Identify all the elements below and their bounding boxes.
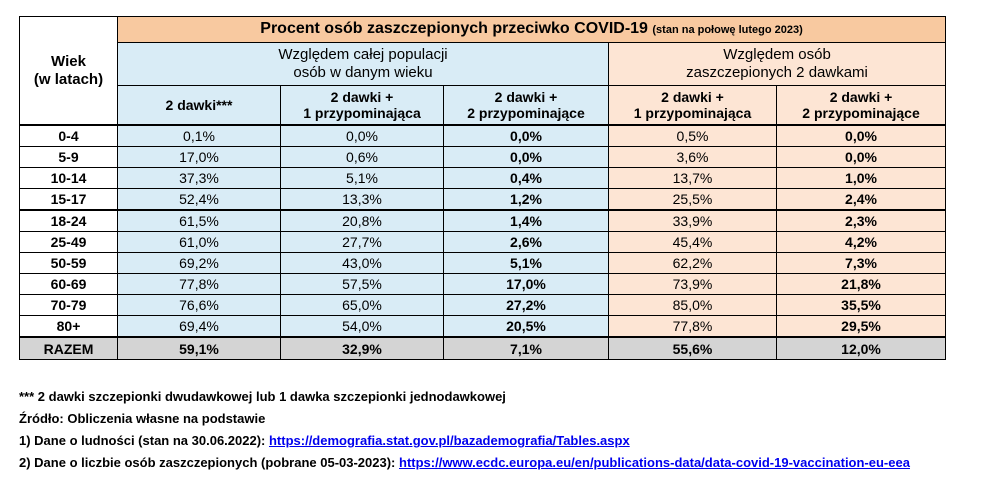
col-header-2-doses-2-boosters (444, 86, 609, 126)
age-cell: 60-69 (20, 274, 118, 295)
age-cell: 18-24 (20, 210, 118, 232)
footnote: *** 2 dawki szczepionki dwudawkowej lub 1 dawka szczepionki jednodawkowej (19, 389, 506, 404)
value-cell: 13,3% (281, 189, 444, 211)
value-cell: 2,3% (777, 210, 946, 232)
total-value: 59,1% (118, 337, 281, 360)
value-cell: 73,9% (609, 274, 777, 295)
source-note: Źródło: Obliczenia własne na podstawie (19, 411, 266, 426)
value-cell: 4,2% (777, 232, 946, 253)
value-cell: 0,0% (444, 125, 609, 147)
total-value: 7,1% (444, 337, 609, 360)
value-cell: 13,7% (609, 168, 777, 189)
reference-2-link[interactable]: https://www.ecdc.europa.eu/en/publications-data/data-covid-19-vaccination-eu-eea (399, 455, 910, 470)
col-header-label: 2 przypominające (802, 105, 920, 121)
table-row (20, 295, 946, 316)
reference-1-text: 1) Dane o ludności (stan na 30.06.2022): (19, 433, 269, 448)
value-cell: 52,4% (118, 189, 281, 211)
col-header-2-doses-1-booster (281, 86, 444, 126)
value-cell: 35,5% (777, 295, 946, 316)
value-cell: 20,5% (444, 316, 609, 338)
table-row (20, 274, 946, 295)
value-cell: 77,8% (118, 274, 281, 295)
value-cell: 57,5% (281, 274, 444, 295)
value-cell: 65,0% (281, 295, 444, 316)
value-cell: 0,1% (118, 125, 281, 147)
col-header-label: 2 dawki*** (165, 97, 233, 113)
total-value: 12,0% (777, 337, 946, 360)
table-row (20, 316, 946, 338)
value-cell: 54,0% (281, 316, 444, 338)
value-cell: 21,8% (777, 274, 946, 295)
value-cell: 0,6% (281, 147, 444, 168)
group-population-line2: osób w danym wieku (293, 64, 433, 81)
age-header-line2: (w latach) (33, 70, 104, 88)
value-cell: 1,0% (777, 168, 946, 189)
group-vaccinated-line1: Względem osób (723, 46, 831, 63)
group-header-population (118, 43, 609, 86)
age-cell: 80+ (20, 316, 118, 338)
table-title-main: Procent osób zaszczepionych przeciwko COVID-19 (260, 20, 648, 37)
value-cell: 45,4% (609, 232, 777, 253)
table-row (20, 147, 946, 168)
value-cell: 0,0% (777, 125, 946, 147)
value-cell: 25,5% (609, 189, 777, 211)
total-row (20, 337, 946, 360)
table-row (20, 253, 946, 274)
value-cell: 33,9% (609, 210, 777, 232)
table-row (20, 232, 946, 253)
age-cell: 25-49 (20, 232, 118, 253)
reference-2-text: 2) Dane o liczbie osób zaszczepionych (pobrane 05-03-2023): (19, 455, 399, 470)
col-header-rel-2-boosters (777, 86, 946, 126)
value-cell: 76,6% (118, 295, 281, 316)
value-cell: 5,1% (444, 253, 609, 274)
value-cell: 85,0% (609, 295, 777, 316)
value-cell: 77,8% (609, 316, 777, 338)
age-cell: 15-17 (20, 189, 118, 211)
col-header-label: 2 dawki + (494, 89, 558, 105)
value-cell: 37,3% (118, 168, 281, 189)
value-cell: 0,4% (444, 168, 609, 189)
age-cell: 70-79 (20, 295, 118, 316)
value-cell: 1,4% (444, 210, 609, 232)
value-cell: 0,0% (281, 125, 444, 147)
value-cell: 62,2% (609, 253, 777, 274)
table-row (20, 125, 946, 147)
value-cell: 1,2% (444, 189, 609, 211)
value-cell: 69,4% (118, 316, 281, 338)
notes-section (19, 388, 910, 476)
age-header (20, 17, 118, 126)
vaccination-table (19, 16, 946, 360)
value-cell: 27,2% (444, 295, 609, 316)
value-cell: 0,0% (777, 147, 946, 168)
reference-1-link[interactable]: https://demografia.stat.gov.pl/bazademografia/Tables.aspx (268, 433, 630, 448)
value-cell: 43,0% (281, 253, 444, 274)
value-cell: 27,7% (281, 232, 444, 253)
col-header-2-doses (118, 86, 281, 126)
table-title-note: (stan na połowę lutego 2023) (652, 24, 803, 36)
total-value: 32,9% (281, 337, 444, 360)
value-cell: 29,5% (777, 316, 946, 338)
group-header-vaccinated (609, 43, 946, 86)
vaccination-table-container (19, 16, 946, 360)
col-header-label: 1 przypominająca (633, 105, 752, 121)
col-header-label: 2 dawki + (330, 89, 394, 105)
value-cell: 61,5% (118, 210, 281, 232)
table-row (20, 168, 946, 189)
group-vaccinated-line2: zaszczepionych 2 dawkami (686, 64, 868, 81)
age-cell: 10-14 (20, 168, 118, 189)
table-row (20, 189, 946, 211)
value-cell: 69,2% (118, 253, 281, 274)
value-cell: 0,5% (609, 125, 777, 147)
value-cell: 2,4% (777, 189, 946, 211)
col-header-label: 2 przypominające (467, 105, 585, 121)
value-cell: 20,8% (281, 210, 444, 232)
value-cell: 2,6% (444, 232, 609, 253)
col-header-label: 2 dawki + (661, 89, 724, 105)
value-cell: 61,0% (118, 232, 281, 253)
age-cell: 5-9 (20, 147, 118, 168)
value-cell: 7,3% (777, 253, 946, 274)
reference-2 (19, 454, 910, 476)
col-header-label: 2 dawki + (829, 89, 893, 105)
age-cell: 50-59 (20, 253, 118, 274)
value-cell: 0,0% (444, 147, 609, 168)
value-cell: 17,0% (118, 147, 281, 168)
total-label: RAZEM (20, 337, 118, 360)
reference-1 (19, 432, 910, 454)
value-cell: 5,1% (281, 168, 444, 189)
table-title (118, 17, 946, 43)
age-cell: 0-4 (20, 125, 118, 147)
col-header-rel-1-booster (609, 86, 777, 126)
col-header-label: 1 przypominająca (303, 105, 421, 121)
group-population-line1: Względem całej populacji (278, 46, 448, 63)
table-row (20, 210, 946, 232)
value-cell: 3,6% (609, 147, 777, 168)
value-cell: 17,0% (444, 274, 609, 295)
age-header-line1: Wiek (51, 52, 86, 70)
total-value: 55,6% (609, 337, 777, 360)
